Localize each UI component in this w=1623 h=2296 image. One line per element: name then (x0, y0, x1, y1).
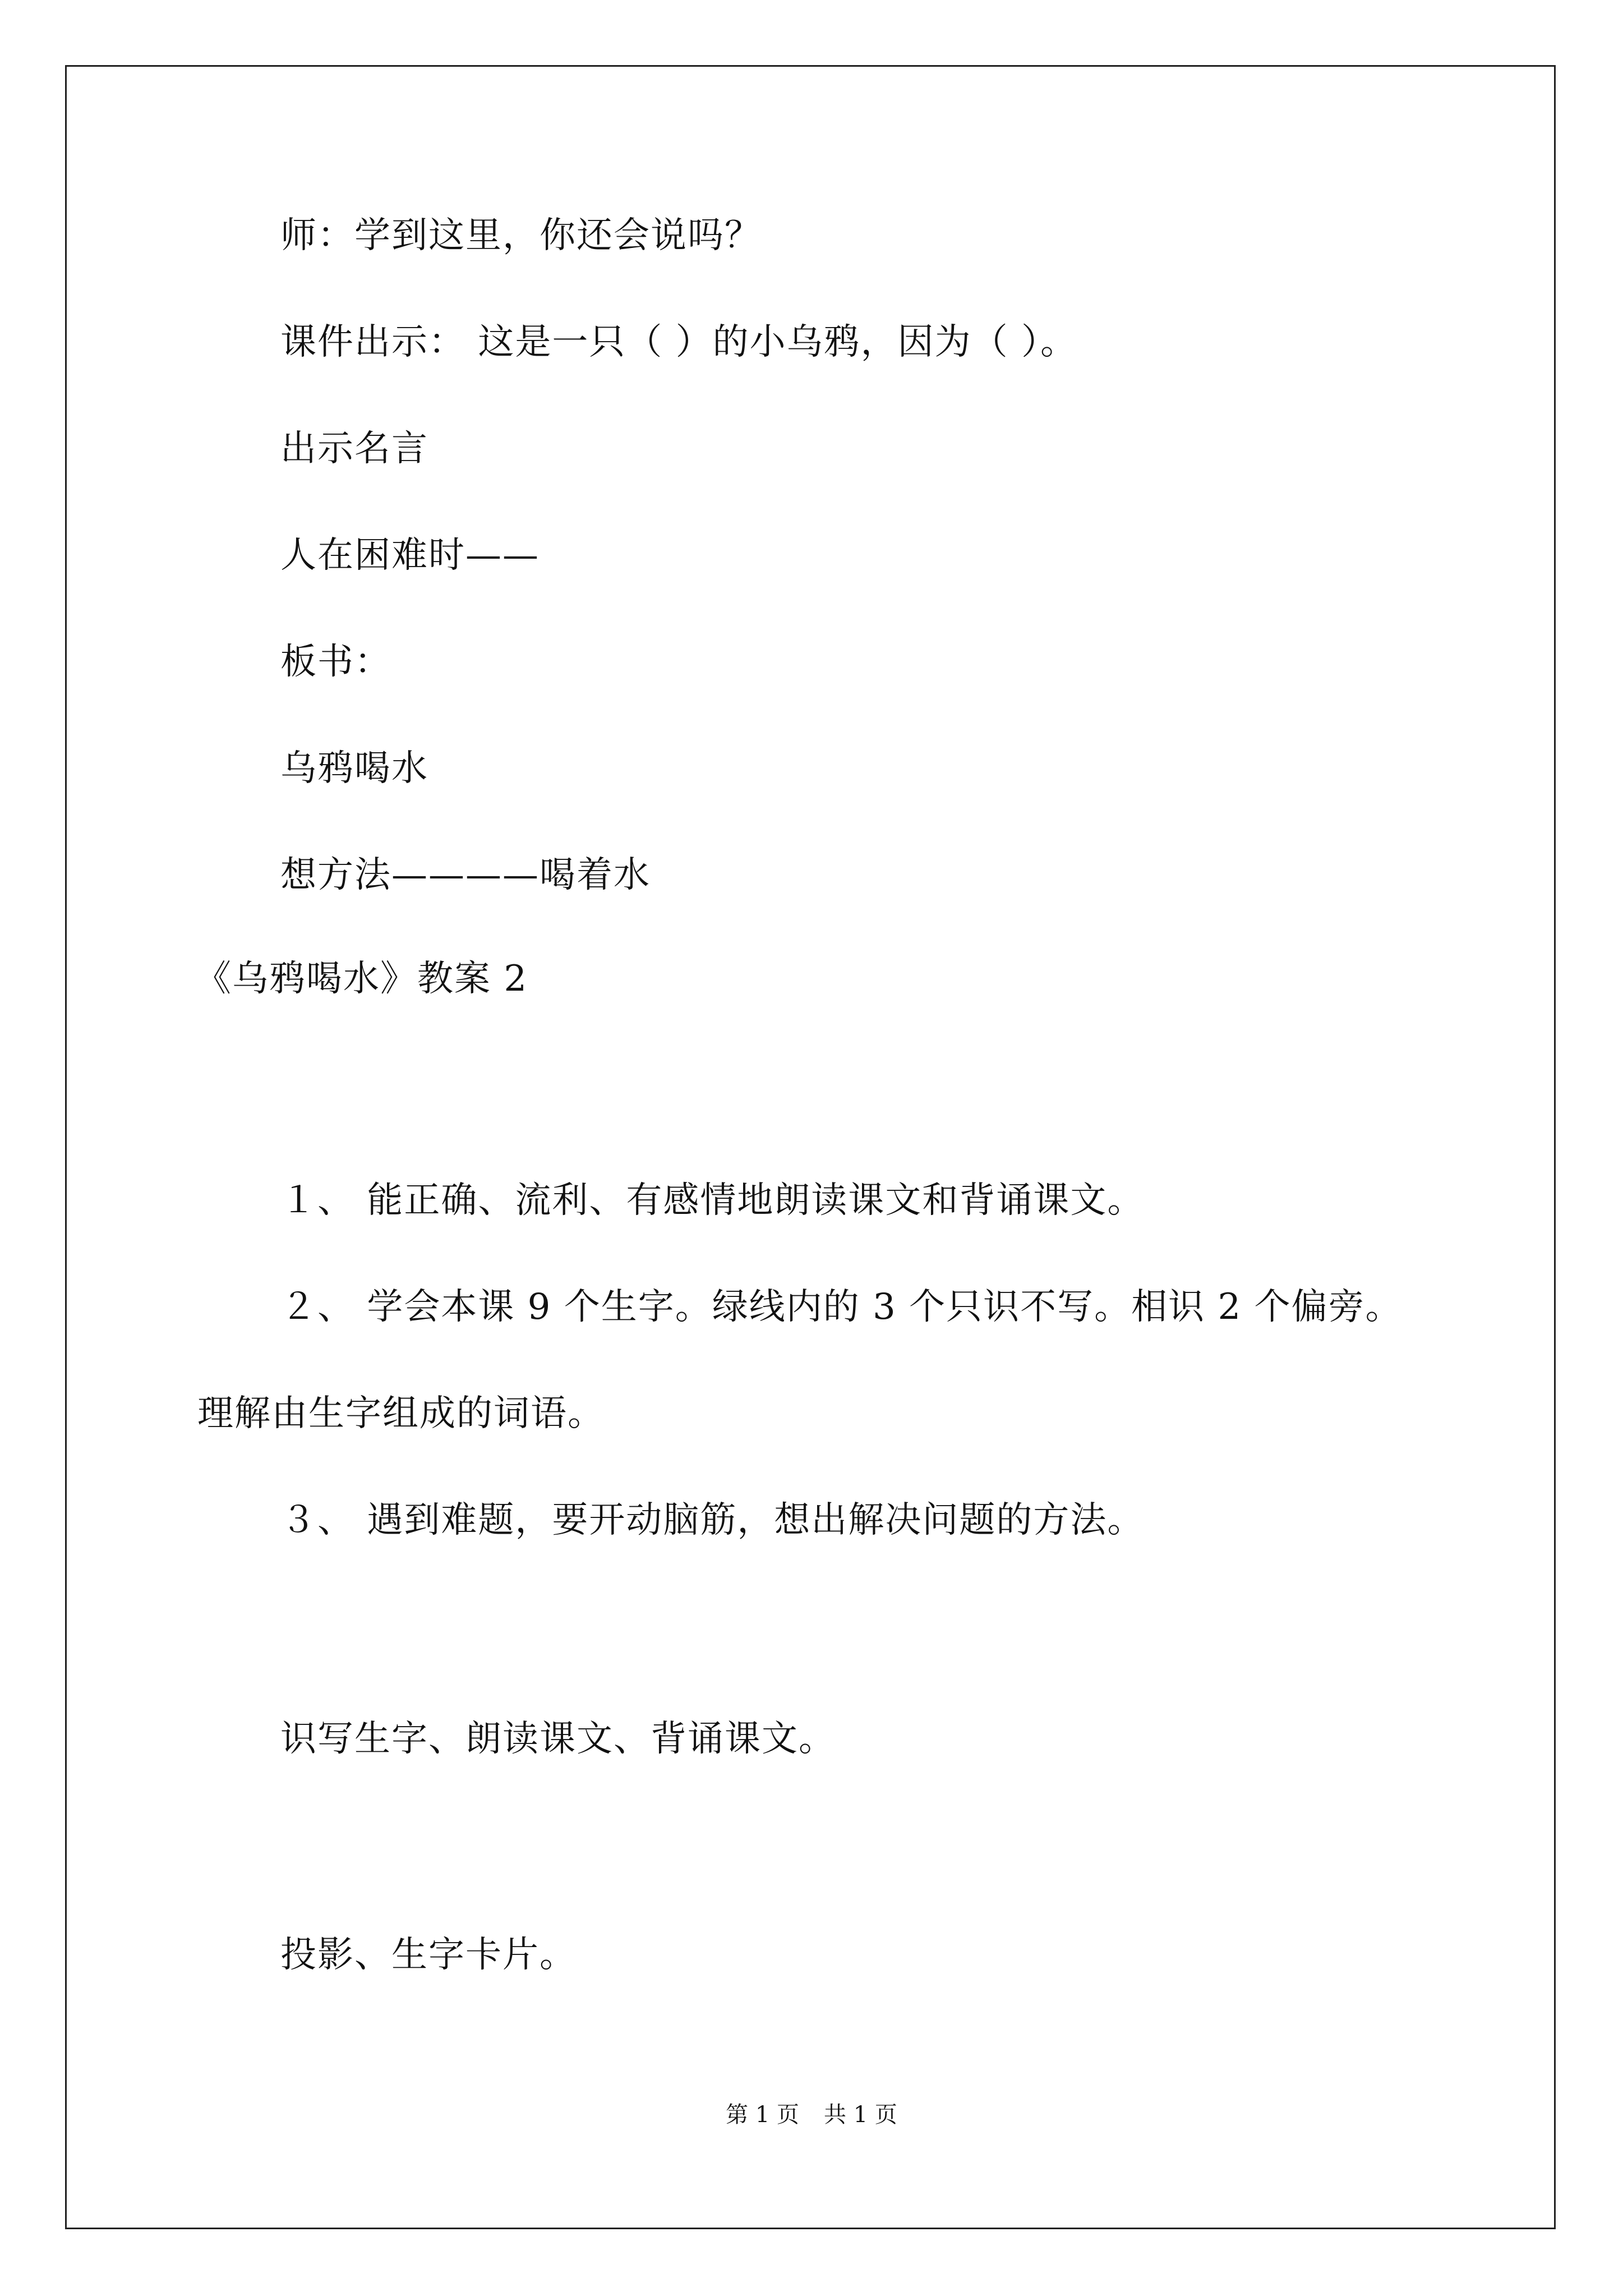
quote-heading: 出示名言 (280, 428, 428, 470)
objective-2-continued: 理解由生字组成的词语。 (197, 1393, 605, 1434)
materials-line: 投影、生字卡片。 (280, 1934, 577, 1976)
page-border (65, 65, 1556, 2229)
page-number: 第 1 页 (726, 2102, 799, 2128)
objective-3: ３、 遇到难题，要开动脑筋，想出解决问题的方法。 (280, 1499, 1145, 1541)
blackboard-title: 乌鸦喝水 (280, 748, 428, 789)
dialogue-line: 师：学到这里，你还会说吗？ (280, 215, 762, 256)
page-total: 共 1 页 (824, 2102, 897, 2128)
key-points-line: 识写生字、朗读课文、背诵课文。 (280, 1718, 836, 1760)
objective-2: ２、 学会本课 9 个生字。绿线内的 3 个只识不写。相识 2 个偏旁。 (280, 1286, 1403, 1328)
page-footer (0, 2101, 1623, 2129)
objective-1: １、 能正确、流利、有感情地朗读课文和背诵课文。 (280, 1180, 1145, 1221)
quote-line: 人在困难时—— (280, 535, 540, 576)
courseware-line: 课件出示： 这是一只（ ）的小乌鸦，因为（ ）。 (280, 321, 1078, 363)
blackboard-line: 想方法————喝着水 (280, 854, 651, 896)
section-title: 《乌鸦喝水》教案 2 (195, 958, 528, 1000)
blackboard-heading: 板书： (280, 641, 391, 683)
